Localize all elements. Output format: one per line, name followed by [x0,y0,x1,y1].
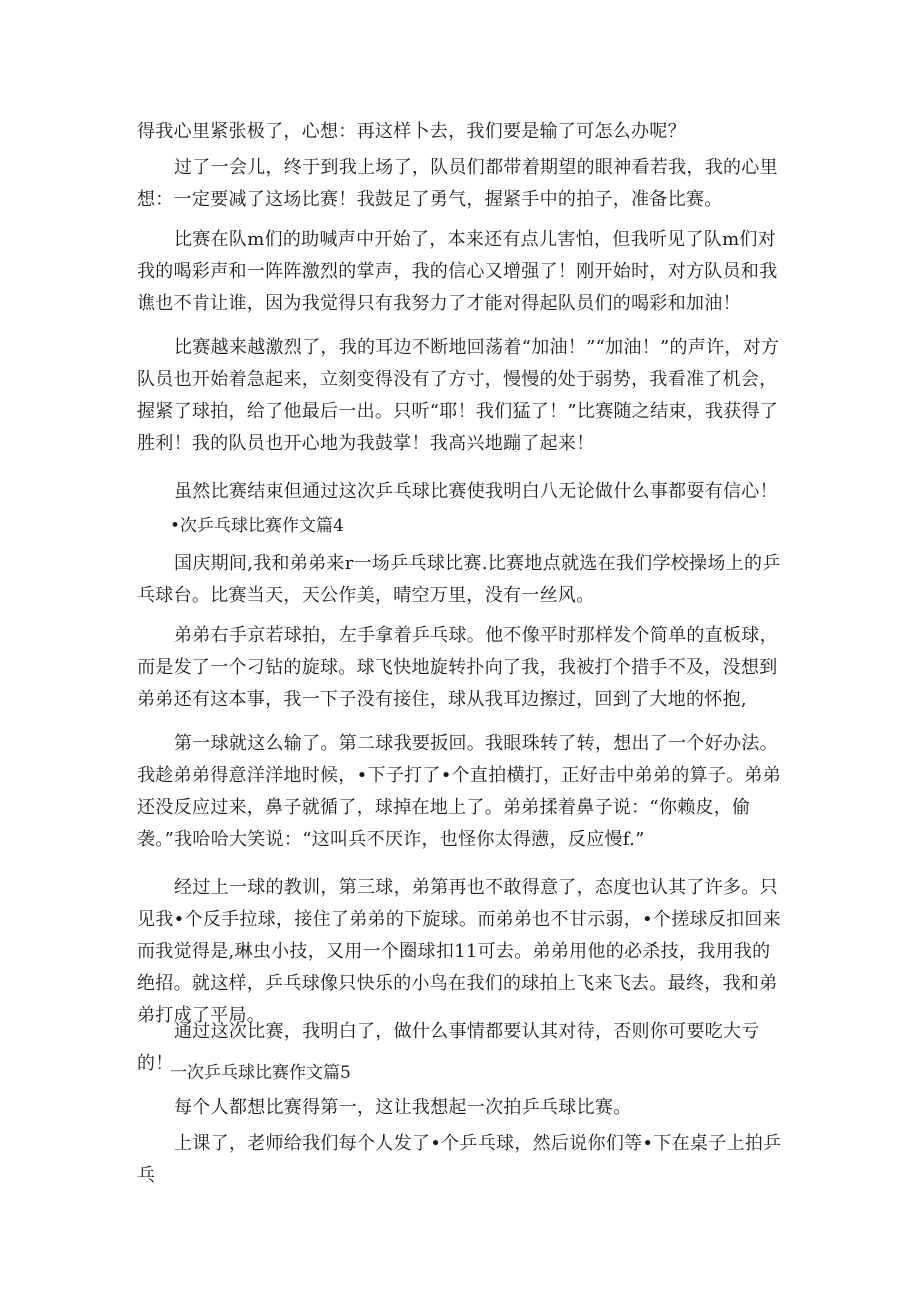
paragraph-5: 虽然比赛结束但通过这次乒乓球比赛使我明白八无论做什么事都耍有信心！ [174,481,778,502]
paragraph-1: 得我心里紧张极了，心想：再这样卜去，我们要是输了可怎么办呢？ [137,121,686,142]
paragraph-12: 上课了，老师给我们每个人发了•个乒乓球，然后说你们等•下在桌子上拍乒乓 [137,1133,782,1186]
paragraph-4: 比赛越来越激烈了，我的耳边不断地回荡着“加油！”“加油！”的声许，对方队员也开始着急起来，立刻变得没有了方寸，慢慢的处于弱势，我看准了机会，握紧了球拍，给了他最后一出。只听“耶！我们猛了！”比赛随之结束，我获得了胜利！我的队员也开心地为我鼓掌！我高兴地蹦了起来！ [137,337,780,454]
paragraph-11: 每个人都想比赛得第一，这让我想起一次拍乒乓球比赛。 [174,1097,632,1118]
section-heading-4: •次乒乓球比赛作文篇4 [170,516,344,536]
paragraph-6: 国庆期间,我和弟弟来r一场乒乓球比赛.比赛地点就选在我们学校操场上的乒乓球台。比赛当天，天公作美，晴空万里，没有一丝风。 [137,553,781,606]
section-heading-5: 一次乒乓球比赛作文篇5 [170,1063,351,1083]
paragraph-3: 比赛在队m们的助喊声中开始了，本来还有点儿害怕，但我听见了队m们对我的喝彩声和一阵阵激烈的掌声，我的信心又增强了！刚开始时，对方队员和我谯也不肯让谁，因为我觉得只有我努力了才能对得起队员们的喝彩和加油！ [137,229,778,314]
paragraph-7: 弟弟右手京若球拍，左手拿着乒乓球。他不像平时那样发个简单的直板球，而是发了一个刁钻的旋球。球飞快地旋转扑向了我，我被打个措手不及，没想到弟弟还有这本事，我一下子没有接住，球从我耳边擦过，回到了大地的怀抱, [137,625,778,710]
paragraph-2: 过了一会儿，终于到我上场了，队员们都带着期望的眼神看若我，我的心里想：一定要减了这场比赛！我鼓足了勇气，握紧手中的拍子，准备比赛。 [137,157,778,210]
paragraph-9: 经过上一球的教训，第三球，弟第再也不敢得意了，态度也认其了许多。只见我•个反手拉球，接住了弟弟的下旋球。而弟弟也不甘示弱，•个搓球反扣回来而我觉得是,琳虫小技，又用一个圈球扣11可去。弟弟用他的必杀技，我用我的绝招。就这样，乒乓球像只快乐的小鸟在我们的球拍上飞来飞去。最终，我和弟弟打成了平局。 [137,877,782,1026]
paragraph-8: 第一球就这么输了。第二球我要扳回。我眼珠转了转，想出了一个好办法。我趁弟弟得意洋洋地时候，•下子打了•个直拍横打，正好击中弟弟的算子。弟弟还没反应过来，鼻子就循了，球掉在地上了。弟弟揉着鼻子说：“你赖皮，偷袭。”我哈哈大笑说：“这叫兵不厌诈，也怪你太得懑，反应慢f.” [137,733,782,850]
paragraph-10: 通过这次比赛，我明白了，做什么事情都要认其对待，否则你可要吃大亏的！ [137,1021,760,1074]
